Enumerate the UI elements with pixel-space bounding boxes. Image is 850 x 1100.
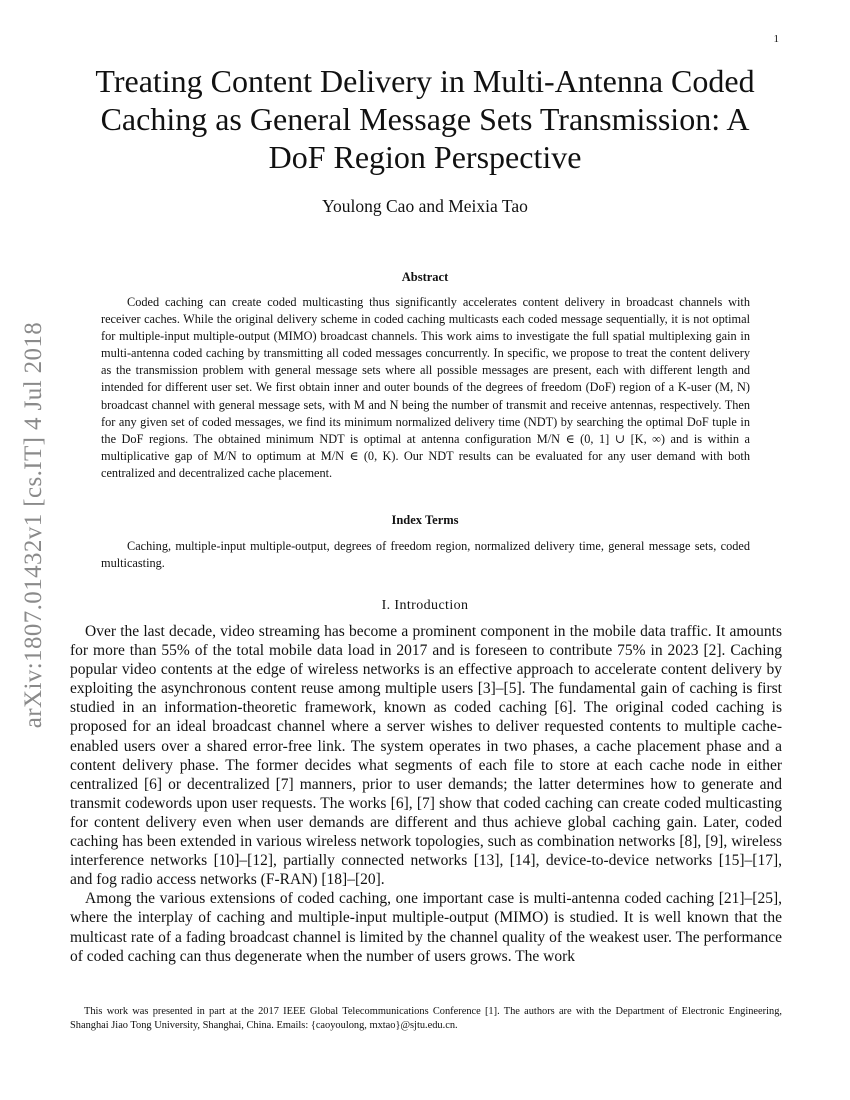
abstract-heading: Abstract	[401, 270, 449, 284]
body-paragraph: Over the last decade, video streaming has become a prominent component in the mobile data traffic. It amounts for more than 55% of the total mobile data load in 2017 and is foreseen to contribute 75% in 2023 [2]. Caching popular video contents at the edge of wireless networks is an effective approach to accelerate content delivery by exploiting the asynchronous content reuse among multiple users [3]–[5]. The fundamental gain of caching is first studied in an information-theoretic framework, known as coded caching [6]. The original coded caching is proposed for an ideal broadcast channel where a server wishes to deliver requested contents to multiple cache-enabled users over a shared error-free link. The system operates in two phases, a cache placement phase and a content delivery phase. The former decides what segments of each file to store at each cache node in either centralized [6] or decentralized [7] manners, prior to user demands; the latter determines how to generate and transmit codewords upon user requests. The works [6], [7] show that coded caching can create coded multicasting for content delivery even when user demands are different and thus achieve global caching gain. Later, coded caching has been extended in various wireless network topologies, such as combination networks [8], [9], wireless interference networks [10]–[12], partially connected networks [13], [14], device-to-device networks [15]–[17], and fog radio access networks (F-RAN) [18]–[20].	[70, 623, 782, 889]
footnote: This work was presented in part at the 2017 IEEE Global Telecommunications Conference [1]. The authors are with the Department of Electronic Engineering, Shanghai Jiao Tong University, Shanghai, China. Emails: {caoyoulong, mxtao}@sjtu.edu.cn.	[70, 1006, 782, 1032]
index-terms-text: Caching, multiple-input multiple-output, degrees of freedom region, normalized delivery time, general message sets, coded multicasting.	[101, 539, 750, 571]
introduction-body	[70, 622, 782, 966]
arxiv-identifier-stamp	[16, 300, 52, 750]
body-paragraph: Among the various extensions of coded caching, one important case is multi-antenna coded caching [21]–[25], where the interplay of caching and multiple-input multiple-output (MIMO) is studied. It is well known that the multicast rate of a fading broadcast channel is limited by the channel quality of the weakest user. The performance of coded caching can thus degenerate when the number of users grows. The work	[70, 890, 782, 965]
section-heading-introduction: I. Introduction	[381, 598, 469, 613]
paper-authors: Youlong Cao and Meixia Tao	[322, 196, 528, 216]
index-terms-heading: Index Terms	[391, 513, 459, 527]
paper-title: Treating Content Delivery in Multi-Antenna Coded Caching as General Message Sets Transmission: A DoF Region Perspective	[95, 63, 755, 175]
abstract-text: Coded caching can create coded multicasting thus significantly accelerates content delivery in broadcast channels with receiver caches. While the original delivery scheme in coded caching multicasts each coded message sequentially, it is not optimal for multiple-input multiple-output (MIMO) broadcast channels. This work aims to investigate the full spatial multiplexing gain in multi-antenna coded caching by transmitting all coded messages concurrently. In specific, we propose to treat the content delivery as the transmission problem with general message sets where all possible messages are present, each with different length and intended for different user set. We first obtain inner and outer bounds of the degrees of freedom (DoF) region of a K-user (M, N) broadcast channel with general message sets, with M and N being the number of transmit and receive antennas, respectively. Then for any given set of coded messages, we find its minimum normalized delivery time (NDT) by searching the optimal DoF tuple in the DoF regions. The obtained minimum NDT is optimal at antenna configuration M/N ∈ (0, 1] ∪ [K, ∞) and is within a multiplicative gap of M/N to optimum at M/N ∈ (0, K). Our NDT results can be evaluated for any user demand with both centralized and decentralized cache placement.	[101, 295, 750, 480]
arxiv-identifier-text: arXiv:1807.01432v1 [cs.IT] 4 Jul 2018	[20, 321, 48, 729]
page-number: 1	[773, 33, 779, 45]
